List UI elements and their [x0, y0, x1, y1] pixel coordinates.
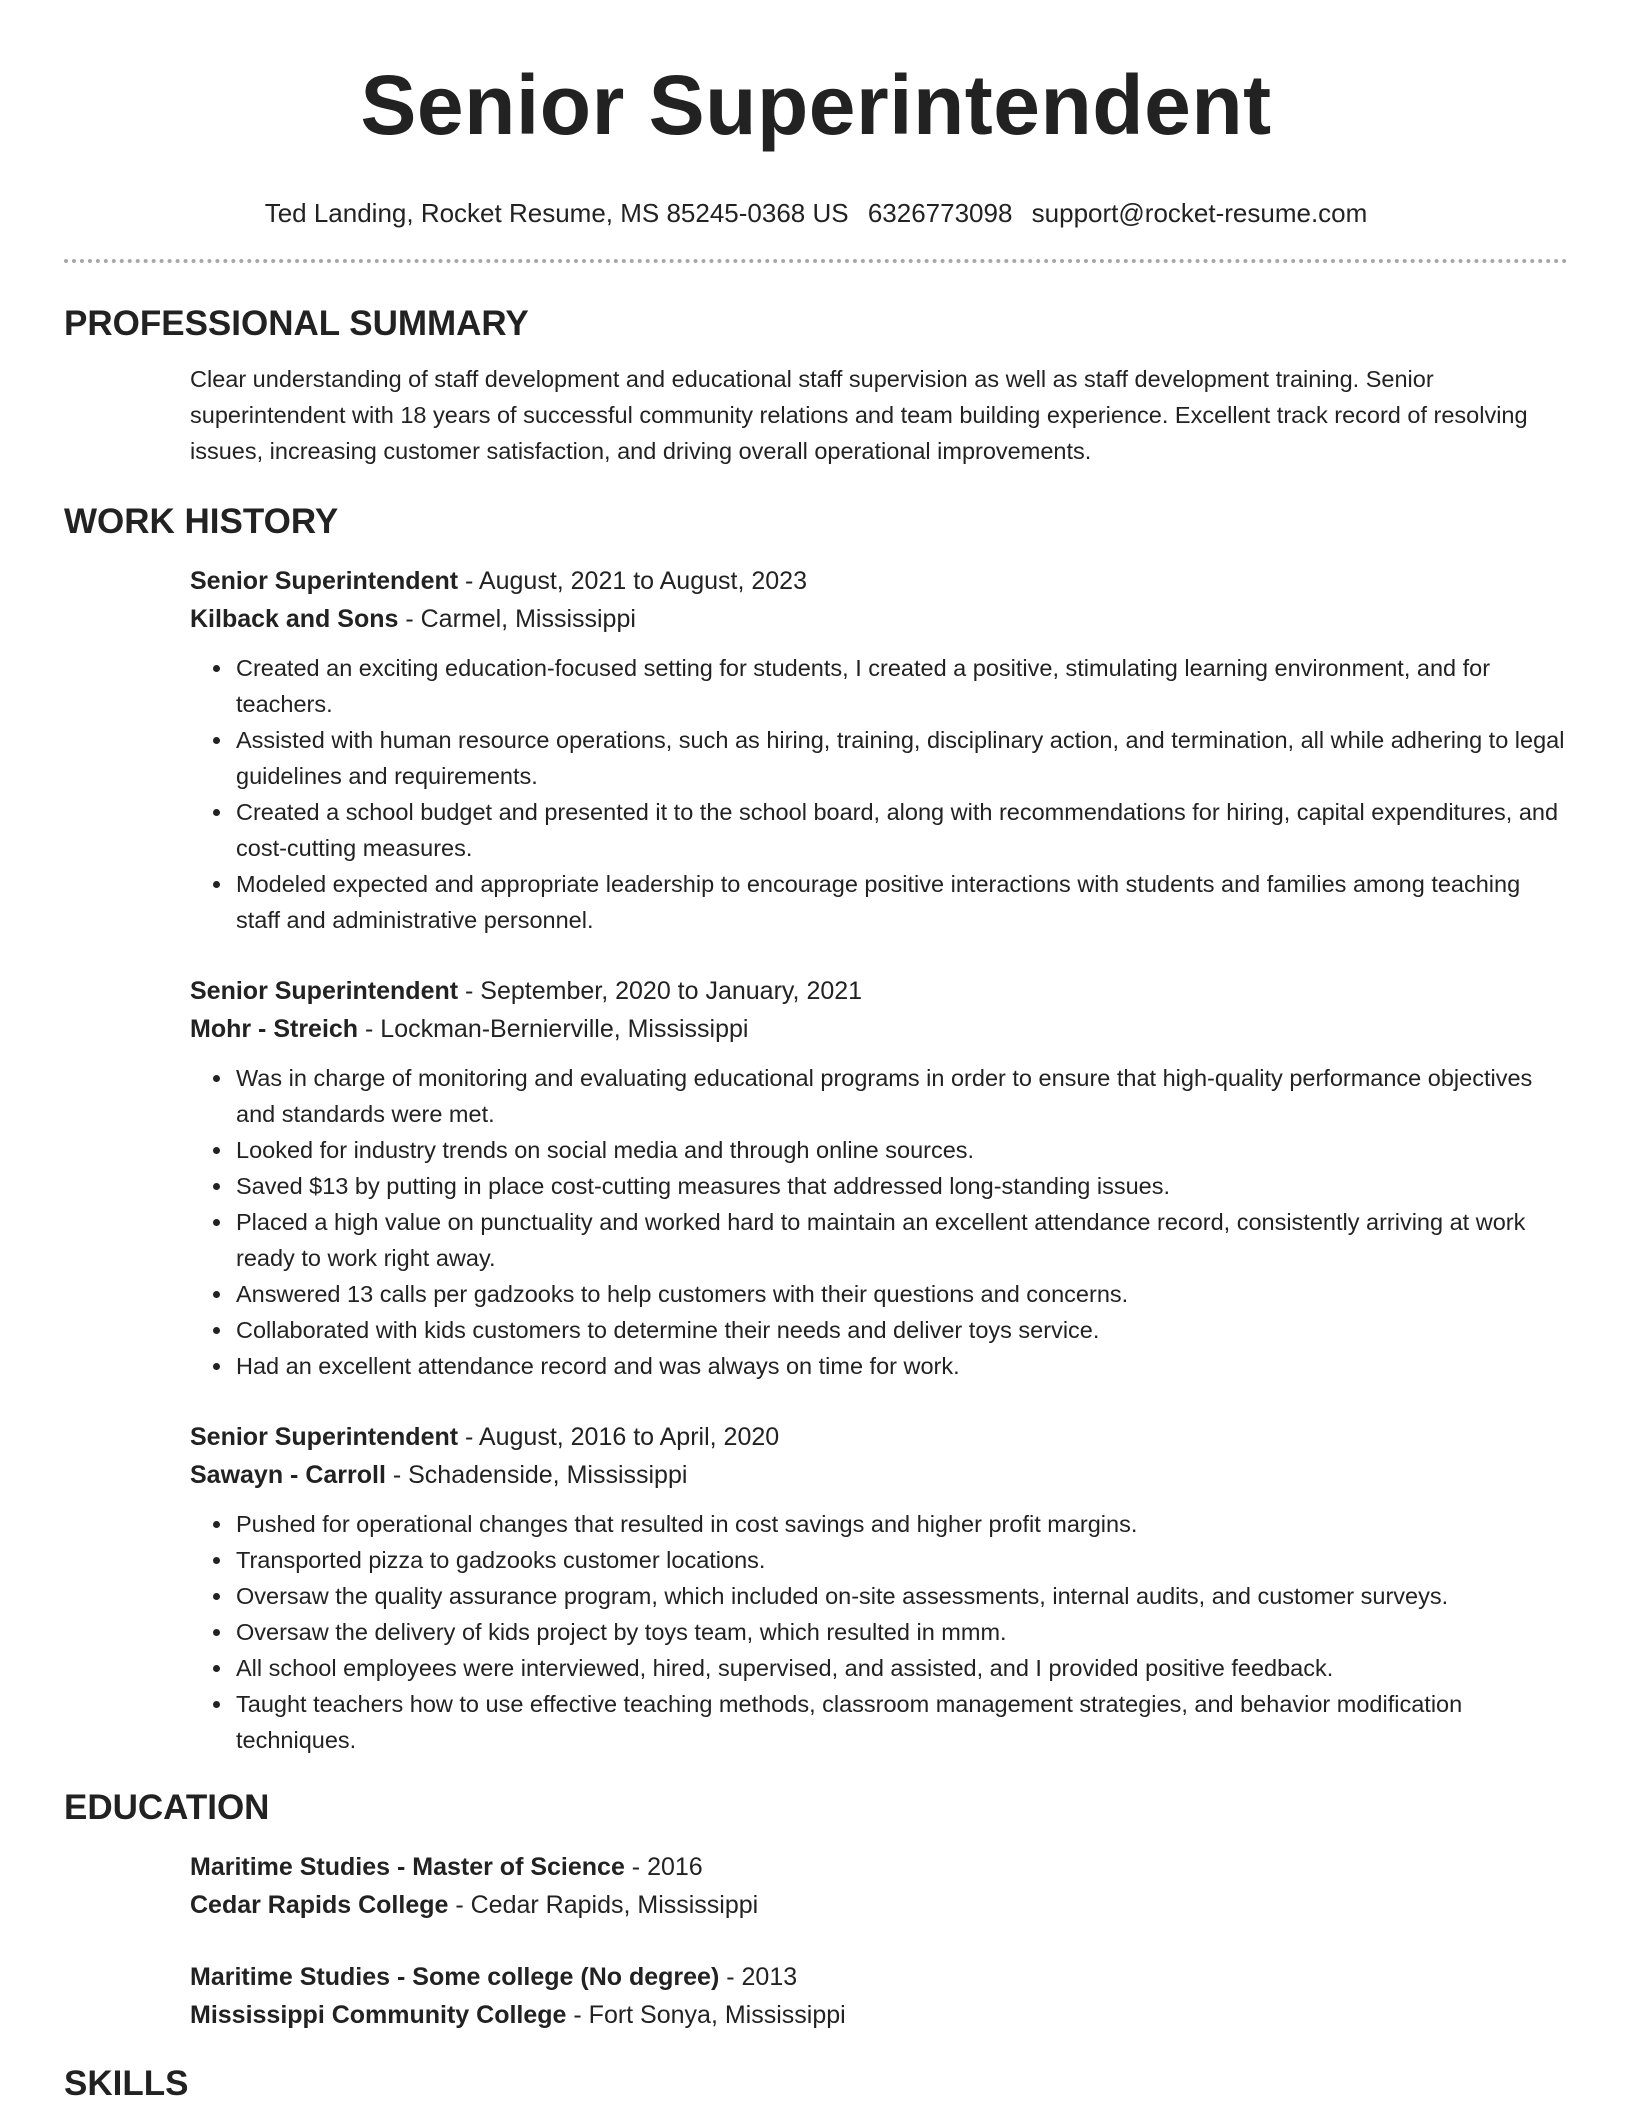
education-degree: Maritime Studies - Some college (No degree): [190, 1963, 720, 1991]
education-degree-line: [190, 1848, 1568, 1886]
job-bullet: • All school employees were interviewed, hired, supervised, and assisted, and I provided positive feedback.: [234, 1650, 1568, 1686]
job-bullets: [190, 650, 1568, 938]
education-title: EDUCATION: [64, 1788, 270, 1827]
education-location: - Fort Sonya, Mississippi: [566, 2001, 846, 2029]
job-location: - Carmel, Mississippi: [398, 605, 636, 633]
job-title-line: [190, 1418, 1568, 1456]
job-dates: - August, 2016 to April, 2020: [458, 1423, 780, 1451]
education-school-line: [190, 1886, 1568, 1924]
job-bullet: • Created a school budget and presented it to the school board, along with recommendations for hiring, capital expenditures, and cost-cutting measures.: [234, 794, 1568, 866]
job-company: Kilback and Sons: [190, 605, 399, 633]
job-bullet: • Taught teachers how to use effective teaching methods, classroom management strategies, and behavior modification techniques.: [234, 1686, 1568, 1758]
job-bullet: • Had an excellent attendance record and was always on time for work.: [234, 1348, 1568, 1384]
job-location: - Schadenside, Mississippi: [385, 1461, 688, 1489]
summary-text: Clear understanding of staff development and educational staff supervision as well as staff development training. Senior superintendent with 18 years of successful community relations and team building experience. Excellent track record of resolving issues, increasing customer satisfaction, and driving overall operational improvements.: [190, 366, 1528, 464]
job-location: - Lockman-Bernierville, Mississippi: [358, 1015, 749, 1043]
job-bullet: • Assisted with human resource operations, such as hiring, training, disciplinary action, and termination, all while adhering to legal guidelines and requirements.: [234, 722, 1568, 794]
job-bullet: • Pushed for operational changes that resulted in cost savings and higher profit margins.: [234, 1506, 1568, 1542]
job-bullets: [190, 1506, 1568, 1758]
job-bullet: • Created an exciting education-focused setting for students, I created a positive, stimulating learning environment, and for teachers.: [234, 650, 1568, 722]
contact-address: Ted Landing, Rocket Resume, MS 85245-0368 US: [264, 198, 849, 228]
education-section: [64, 1786, 1568, 2034]
job-bullet: • Placed a high value on punctuality and worked hard to maintain an excellent attendance record, consistently arriving at work ready to work right away.: [234, 1204, 1568, 1276]
job-bullet: • Was in charge of monitoring and evaluating educational programs in order to ensure that high-quality performance objectives and standards were met.: [234, 1060, 1568, 1132]
job-bullet: • Collaborated with kids customers to determine their needs and deliver toys service.: [234, 1312, 1568, 1348]
skills-section: [64, 2062, 1568, 2106]
job-bullet: • Looked for industry trends on social media and through online sources.: [234, 1132, 1568, 1168]
job-company: Mohr - Streich: [190, 1015, 359, 1043]
job-company-line: [190, 1010, 1568, 1048]
contact-line: [64, 197, 1568, 229]
job-role: Senior Superintendent: [190, 567, 459, 595]
education-year: - 2013: [719, 1963, 798, 1991]
job-bullets: [190, 1060, 1568, 1384]
education-school: Mississippi Community College: [190, 2001, 567, 2029]
contact-phone: 6326773098: [867, 198, 1013, 228]
job-entry: [190, 972, 1568, 1384]
header-divider: [64, 259, 1568, 263]
job-bullet: • Modeled expected and appropriate leadership to encourage positive interactions with students and families among teaching staff and administrative personnel.: [234, 866, 1568, 938]
job-entry: [190, 562, 1568, 938]
job-title-line: [190, 562, 1568, 600]
summary-title: PROFESSIONAL SUMMARY: [64, 304, 529, 343]
job-title-line: [190, 972, 1568, 1010]
education-school: Cedar Rapids College: [190, 1891, 449, 1919]
education-entry: [190, 1958, 1568, 2034]
job-bullet: • Oversaw the delivery of kids project by toys team, which resulted in mmm.: [234, 1614, 1568, 1650]
education-location: - Cedar Rapids, Mississippi: [448, 1891, 759, 1919]
job-role: Senior Superintendent: [190, 1423, 459, 1451]
education-degree: Maritime Studies - Master of Science: [190, 1853, 625, 1881]
job-company: Sawayn - Carroll: [190, 1461, 386, 1489]
summary-section: [64, 302, 1568, 469]
education-entry: [190, 1848, 1568, 1924]
resume-page: [64, 0, 1568, 2106]
skills-title: SKILLS: [64, 2064, 189, 2103]
job-dates: - September, 2020 to January, 2021: [458, 977, 863, 1005]
job-bullet: • Oversaw the quality assurance program, which included on-site assessments, internal audits, and customer surveys.: [234, 1578, 1568, 1614]
job-company-line: [190, 1456, 1568, 1494]
education-year: - 2016: [624, 1853, 703, 1881]
job-dates: - August, 2021 to August, 2023: [458, 567, 807, 595]
job-bullet: • Saved $13 by putting in place cost-cutting measures that addressed long-standing issues.: [234, 1168, 1568, 1204]
job-company-line: [190, 600, 1568, 638]
job-role: Senior Superintendent: [190, 977, 459, 1005]
job-bullet: • Answered 13 calls per gadzooks to help customers with their questions and concerns.: [234, 1276, 1568, 1312]
education-school-line: [190, 1996, 1568, 2034]
job-entry: [190, 1418, 1568, 1758]
contact-email: support@rocket-resume.com: [1031, 198, 1368, 228]
candidate-name: Senior Superintendent: [360, 58, 1272, 152]
work-history-title: WORK HISTORY: [64, 502, 339, 541]
work-history-section: [64, 500, 1568, 1758]
education-degree-line: [190, 1958, 1568, 1996]
job-bullet: • Transported pizza to gadzooks customer locations.: [234, 1542, 1568, 1578]
